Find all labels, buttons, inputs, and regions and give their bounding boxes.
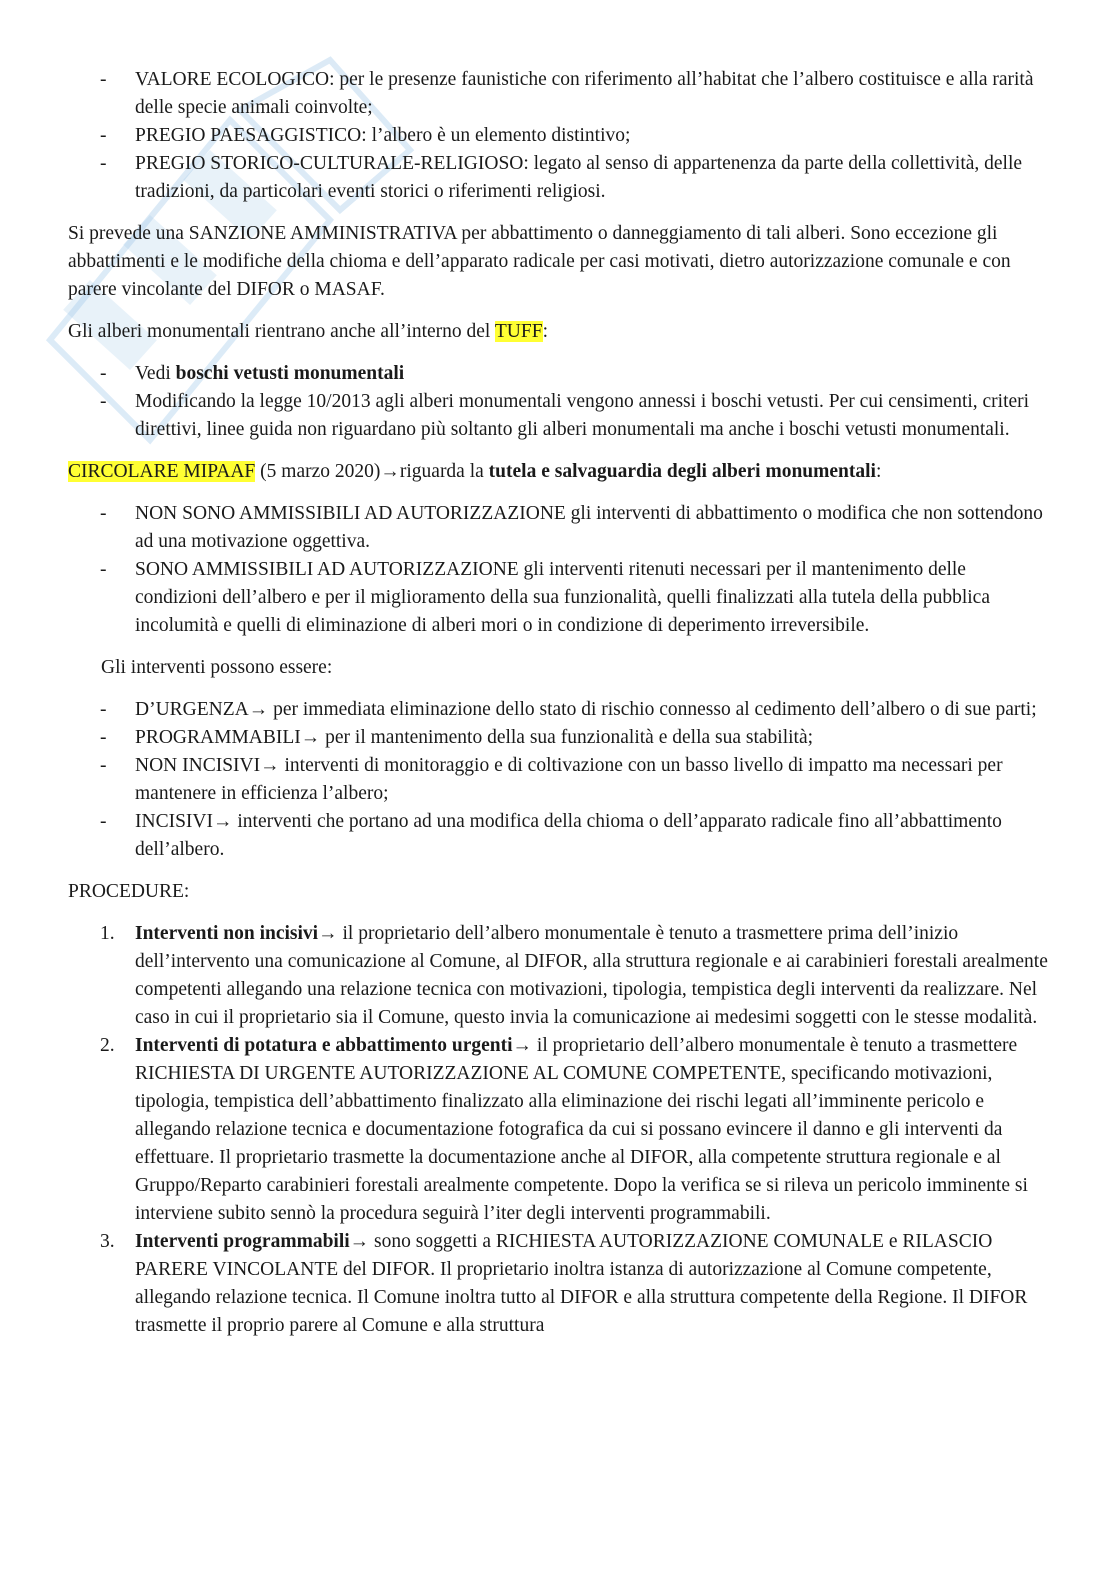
list-item: - Vedi boschi vetusti monumentali	[100, 363, 405, 384]
list-item: - PREGIO STORICO-CULTURALE-RELIGIOSO: legato al senso di appartenenza da parte della collettività, delle tradizioni, da particolari eventi storici o riferimenti religiosi.	[100, 153, 1023, 202]
procedure-list	[68, 920, 1048, 1340]
list-item: 2. Interventi di potatura e abbattimento urgenti→ il proprietario dell’albero monumentale è tenuto a trasmettere RICHIESTA DI URGENTE AUTORIZZAZIONE AL COMUNE COMPETENTE, specificando motivazioni, tipologia, tempistica dell’abbattimento finalizzato alla eliminazione dei rischi legati all’imminente pericolo e allegando relazione tecnica e documentazione fotografica da cui si possano evincere il danno e gli interventi da effettuare. Il proprietario trasmette la documentazione anche al DIFOR, alla competente struttura regionale e al Gruppo/Reparto carabinieri forestali arealmente competente. Dopo la verifica se si rileva un pericolo imminente si interviene subito sennò la procedura seguirà l’iter degli interventi programmabili.	[100, 1035, 1028, 1224]
procedure-title: PROCEDURE:	[68, 881, 190, 902]
arrow-icon: →	[300, 727, 321, 748]
interventions-intro: Gli interventi possono essere:	[101, 657, 333, 678]
authorization-list	[68, 500, 1048, 640]
list-item: - NON SONO AMMISSIBILI AD AUTORIZZAZIONE gli interventi di abbattimento o modifica che non sottendono ad una motivazione oggettiva.	[100, 503, 1043, 552]
arrow-icon: →	[213, 811, 233, 832]
list-item: - Modificando la legge 10/2013 agli alberi monumentali vengono annessi i boschi vetusti. Per cui censimenti, criteri direttivi, linee guida non riguardano più soltanto gli alberi monumentali ma anche i boschi vetusti monumentali.	[100, 391, 1030, 440]
highlight-tuff: TUFF	[494, 321, 543, 342]
circolare-heading: CIRCOLARE MIPAAF (5 marzo 2020)→riguarda la tutela e salvaguardia degli alberi monumentali:	[68, 461, 882, 482]
highlight-circolare: CIRCOLARE MIPAAF	[68, 461, 256, 482]
list-item: - PREGIO PAESAGGISTICO: l’albero è un elemento distintivo;	[100, 125, 631, 146]
list-item: - VALORE ECOLOGICO: per le presenze faunistiche con riferimento all’habitat che l’albero costituisce e alla rarità delle specie animali coinvolte;	[100, 69, 1034, 118]
sanction-paragraph: Si prevede una SANZIONE AMMINISTRATIVA per abbattimento o danneggiamento di tali alberi. Sono eccezione gli abbattimenti e le modifiche della chioma e dell’apparato radicale per casi motivati, dietro autorizzazione comunale e con parere vincolante del DIFOR o MASAF.	[68, 223, 1011, 300]
list-item: - SONO AMMISSIBILI AD AUTORIZZAZIONE gli interventi ritenuti necessari per il mantenimento delle condizioni dell’albero e per il miglioramento della sua funzionalità, quelli finalizzati alla tutela della pubblica incolumità e quelli di eliminazione di alberi mori o in condizione di deperimento irreversibile.	[100, 559, 990, 636]
arrow-icon: →	[318, 923, 338, 944]
list-item: - NON INCISIVI→ interventi di monitoraggio e di coltivazione con un basso livello di impatto ma necessari per mantenere in efficienza l’albero;	[100, 755, 1003, 804]
list-item: - PROGRAMMABILI→ per il mantenimento della sua funzionalità e della sua stabilità;	[100, 727, 814, 748]
tuff-list	[68, 360, 1048, 444]
tuff-paragraph: Gli alberi monumentali rientrano anche all’interno del TUFF:	[68, 321, 548, 342]
arrow-icon: →	[512, 1035, 533, 1056]
list-item: - INCISIVI→ interventi che portano ad una modifica della chioma o dell’apparato radicale fino all’abbattimento dell’albero.	[100, 811, 1002, 860]
arrow-icon: →	[260, 755, 280, 776]
arrow-icon: →	[248, 699, 269, 720]
list-item: 1. Interventi non incisivi→ il proprietario dell’albero monumentale è tenuto a trasmettere prima dell’inizio dell’intervento una comunicazione al Comune, al DIFOR, alla struttura regionale e ai carabinieri forestali arealmente competenti allegando una relazione tecnica con motivazioni, tipologia, tempistica degli interventi da realizzare. Nel caso in cui il proprietario sia il Comune, questo invia la comunicazione ai medesimi soggetti con le stesse modalità.	[100, 923, 1048, 1028]
value-criteria-list	[68, 66, 1048, 206]
arrow-icon: →	[380, 461, 400, 482]
interventions-list	[68, 696, 1048, 864]
list-item: 3. Interventi programmabili→ sono soggetti a RICHIESTA AUTORIZZAZIONE COMUNALE e RILASCIO PARERE VINCOLANTE del DIFOR. Il proprietario inoltra istanza di autorizzazione al Comune competente, allegando relazione tecnica. Il Comune inoltra tutto al DIFOR e alla struttura competente della Regione. Il DIFOR trasmette il proprio parere al Comune e alla struttura	[100, 1231, 1028, 1336]
document-body	[68, 66, 1048, 1340]
list-item: - D’URGENZA→ per immediata eliminazione dello stato di rischio connesso al cedimento dell’albero o di sue parti;	[100, 699, 1037, 720]
arrow-icon: →	[349, 1231, 370, 1252]
